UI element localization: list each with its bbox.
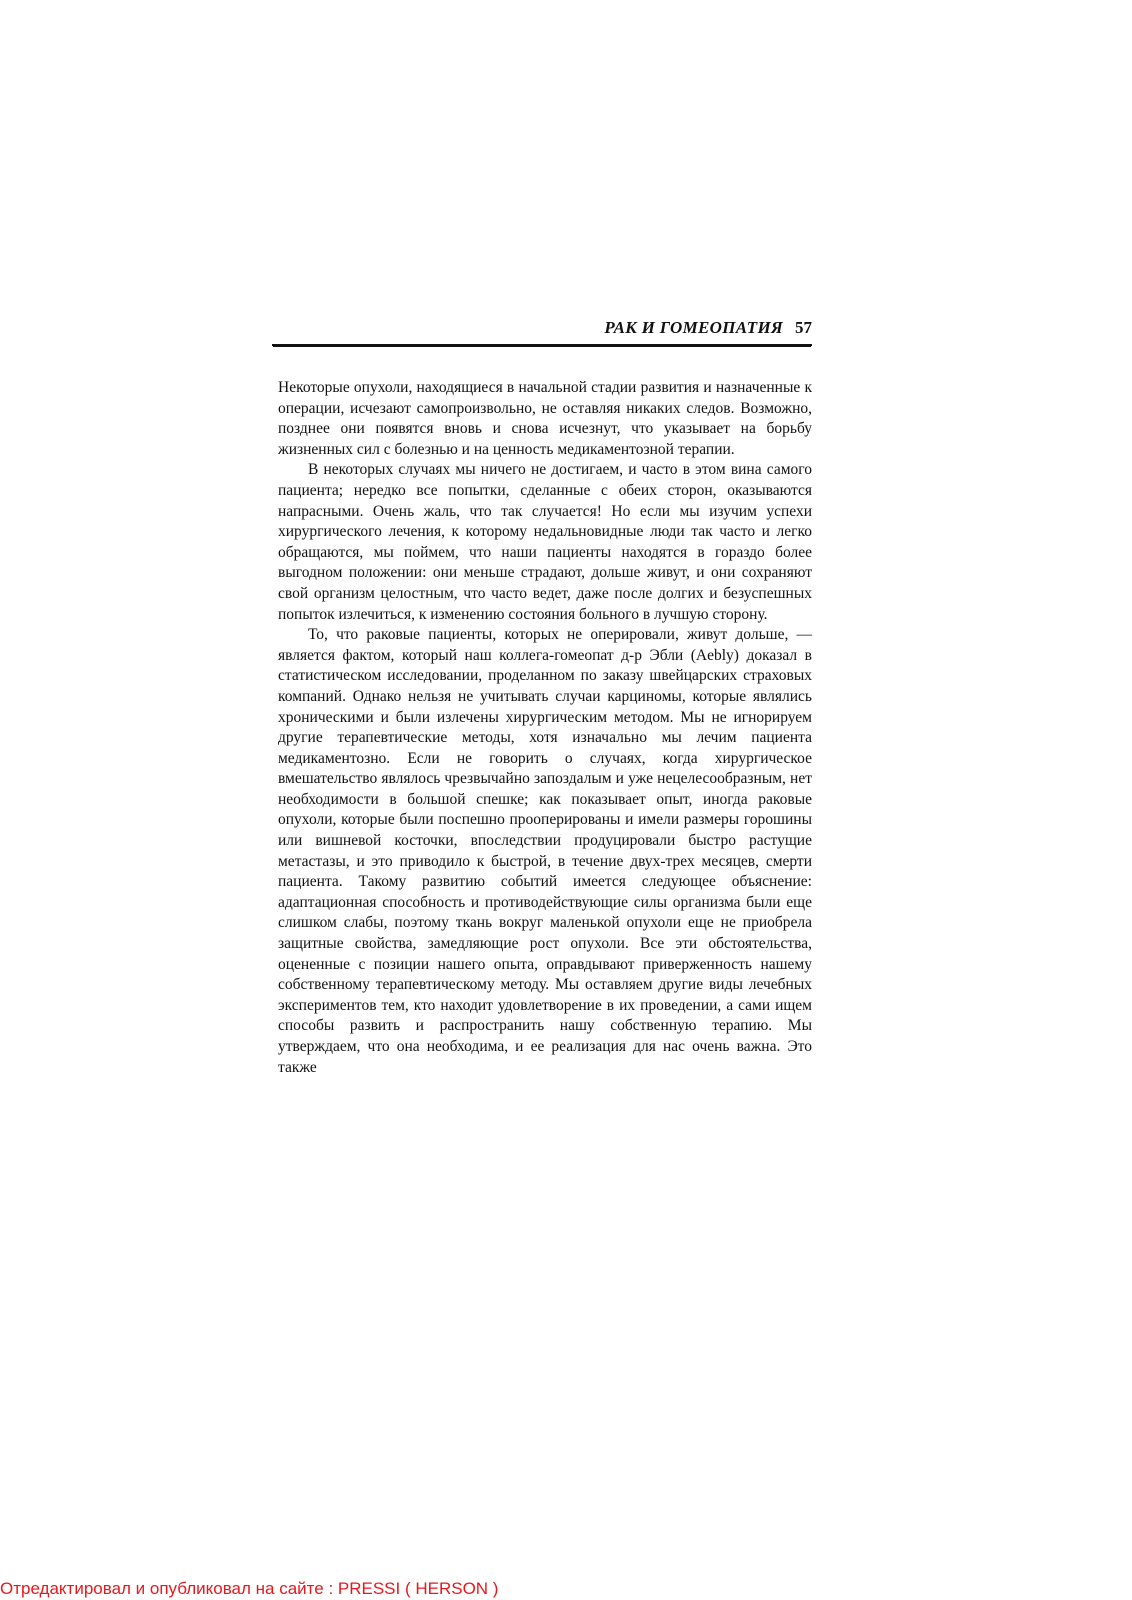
text-body <box>278 378 812 1078</box>
running-title: РАК И ГОМЕОПАТИЯ <box>604 318 783 337</box>
paragraph-1: Некоторые опухоли, находящиеся в начальной стадии развития и назначенные к операции, исчезают самопроизвольно, не оставляя никаких следов. Возможно, позднее они появятся вновь и снова исчезнут, что указывает на борьбу жизненных сил с болезнью и на ценность медикаментозной терапии. <box>278 379 812 458</box>
paragraph-2: В некоторых случаях мы ничего не достигаем, и часто в этом вина самого пациента; нередко все попытки, сделанные с обеих сторон, оказываются напрасными. Очень жаль, что так случается! Но если мы изучим успехи хирургического лечения, к которому недальновидные люди так часто и легко обращаются, мы поймем, что наши пациенты находятся в гораздо более выгодном положении: они меньше страдают, дольше живут, и они сохраняют свой организм целостным, что часто ведет, даже после долгих и безуспешных попыток излечиться, к изменению состояния больного в лучшую сторону. <box>278 461 812 623</box>
footer-credit: Отредактировал и опубликовал на сайте : PRESSI ( HERSON ) <box>0 1579 499 1598</box>
page-header <box>272 318 812 346</box>
page-number: 57 <box>795 318 812 337</box>
paragraph-3: То, что раковые пациенты, которых не оперировали, живут дольше, — является фактом, который наш коллега-гомеопат д-р Эбли (Aebly) доказал в статистическом исследовании, проделанном по заказу швейцарских страховых компаний. Однако нельзя не учитывать случаи карциномы, которые являлись хроническими и были излечены хирургическим методом. Мы не игнорируем другие терапевтические методы, хотя изначально мы лечим пациента медикаментозно. Если не говорить о случаях, когда хирургическое вмешательство являлось чрезвычайно запоздалым и уже нецелесообразным, нет необходимости в большой спешке; как показывает опыт, иногда раковые опухоли, которые были поспешно прооперированы и имели размеры горошины или вишневой косточки, впоследствии продуцировали быстро растущие метастазы, и это приводило к быстрой, в течение двух-трех месяцев, смерти пациента. Такому развитию событий имеется следующее объяснение: адаптационная способность и противодействующие силы организма были еще слишком слабы, поэтому ткань вокруг маленькой опухоли еще не приобрела защитные свойства, замедляющие рост опухоли. Все эти обстоятельства, оцененные с позиции нашего опыта, оправдывают приверженность нашему собственному терапевтическому методу. Мы оставляем другие виды лечебных экспериментов тем, кто находит удовлетворение в их проведении, а сами ищем способы развить и распространить нашу собственную терапию. Мы утверждаем, что она необходима, и ее реализация для нас очень важна. Это также <box>278 626 812 1076</box>
